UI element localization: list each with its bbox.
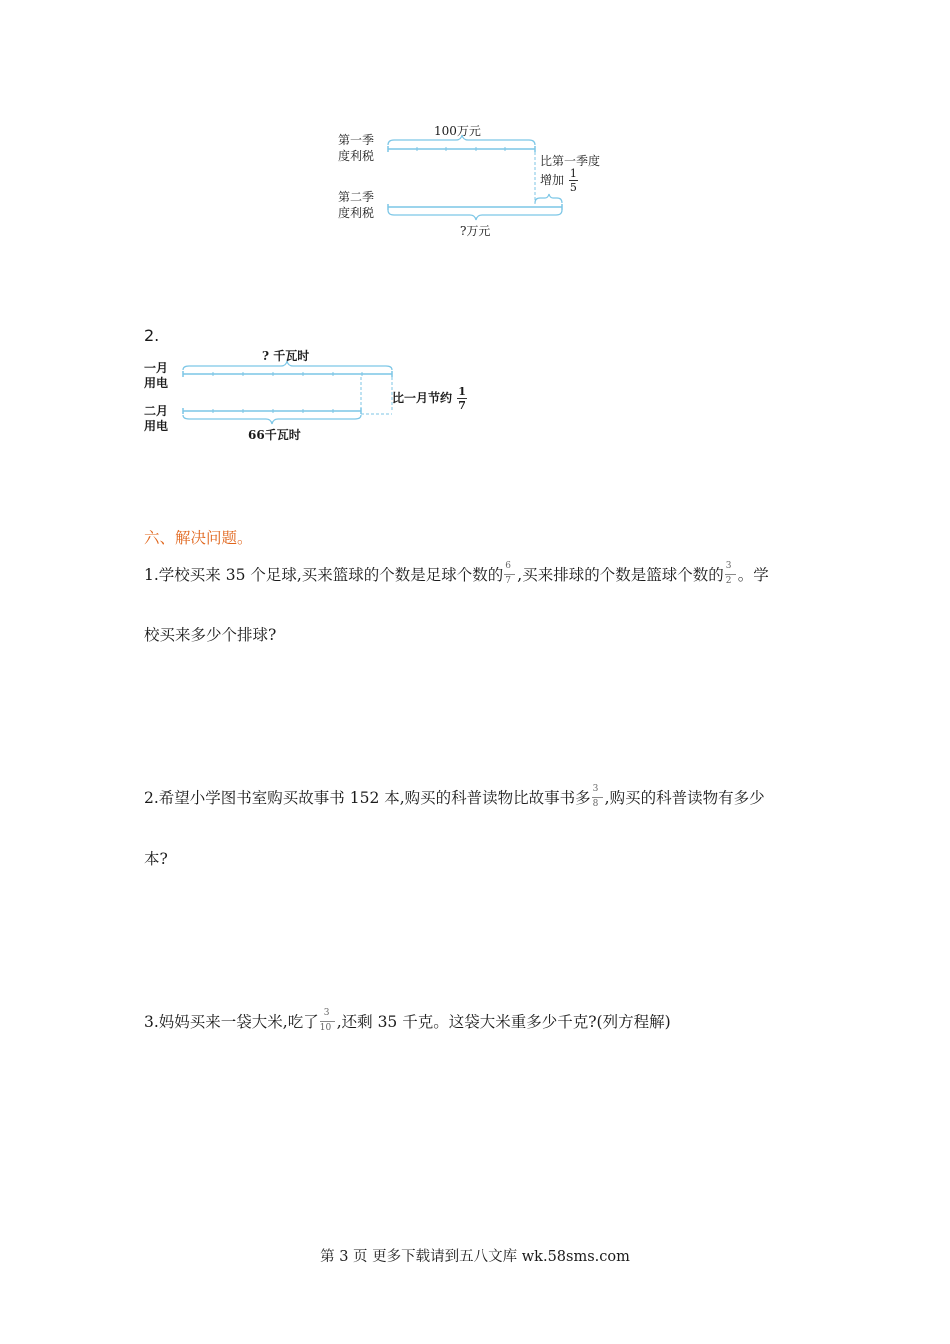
diagram2-number: 2. <box>144 326 160 345</box>
diagram2-fraction-den: 7 <box>458 399 466 412</box>
question-1-text-b: ,买来排球的个数是篮球个数的 <box>517 566 724 584</box>
diagram1-note-a: 比第一季度 <box>540 154 601 168</box>
diagram2-note: 比一月节约 <box>392 391 453 405</box>
diagram1-bottom-value: ?万元 <box>460 224 491 238</box>
diagram2-row2-label-a: 二月 <box>144 404 169 418</box>
diagram2-row2-label-b: 用电 <box>144 419 169 433</box>
question-3-fraction-den: 10 <box>319 1023 332 1033</box>
question-3-fraction-num: 3 <box>323 1008 330 1018</box>
question-3-fraction <box>319 1008 337 1033</box>
question-2-fraction-num: 3 <box>592 784 599 794</box>
diagram1-row1-label-a: 第一季 <box>338 133 375 147</box>
diagram2-fraction-num: 1 <box>458 385 466 398</box>
question-3-text-b: ,还剩 35 千克。这袋大米重多少千克?(列方程解) <box>336 1013 671 1031</box>
question-1-fraction-1-den: 7 <box>505 576 512 586</box>
question-1-text-c: 。学 <box>737 566 769 584</box>
diagram2-fraction <box>457 386 467 411</box>
diagram1-fraction-den: 5 <box>569 181 577 194</box>
diagram-quarter-tax <box>330 118 630 243</box>
question-1-fraction-1-num: 6 <box>505 561 512 571</box>
diagram1-fraction-num: 1 <box>569 167 577 180</box>
diagram2-row1-label-b: 用电 <box>144 376 169 390</box>
question-1-fraction-2-num: 3 <box>725 561 732 571</box>
diagram1-fraction <box>569 168 578 193</box>
diagram2-row1-label-a: 一月 <box>144 361 169 375</box>
question-3-line-1 <box>144 1010 671 1032</box>
question-1-text-a: 1.学校买来 35 个足球,买来篮球的个数是足球个数的 <box>144 566 504 584</box>
diagram1-row2-label-a: 第二季 <box>338 190 375 204</box>
diagram2-top-value: ? 千瓦时 <box>262 349 310 363</box>
diagram1-note-b: 增加 <box>540 173 565 187</box>
question-1-fraction-2 <box>724 561 738 586</box>
question-2-line-2: 本? <box>144 850 168 868</box>
question-3-text-a: 3.妈妈买来一袋大米,吃了 <box>144 1013 319 1031</box>
diagram1-row2-label-b: 度利税 <box>338 206 375 220</box>
diagram2-bottom-value: 66千瓦时 <box>248 428 301 442</box>
question-1-line-2: 校买来多少个排球? <box>144 626 277 644</box>
question-2-line-1 <box>144 786 765 808</box>
diagram1-top-value: 100万元 <box>434 124 481 138</box>
question-1-fraction-2-den: 2 <box>725 576 732 586</box>
page-footer: 第 3 页 更多下载请到五八文库 wk.58sms.com <box>320 1249 630 1265</box>
diagram-electricity <box>140 342 466 447</box>
question-1-line-1 <box>144 563 769 585</box>
question-2-fraction <box>591 784 605 809</box>
question-2-fraction-den: 8 <box>592 799 599 809</box>
question-2-text-b: ,购买的科普读物有多少 <box>604 789 765 807</box>
diagram1-row1-label-b: 度利税 <box>338 149 375 163</box>
section-title: 六、解决问题。 <box>144 529 253 547</box>
question-2-text-a: 2.希望小学图书室购买故事书 152 本,购买的科普读物比故事书多 <box>144 789 591 807</box>
question-1-fraction-1 <box>503 561 517 586</box>
